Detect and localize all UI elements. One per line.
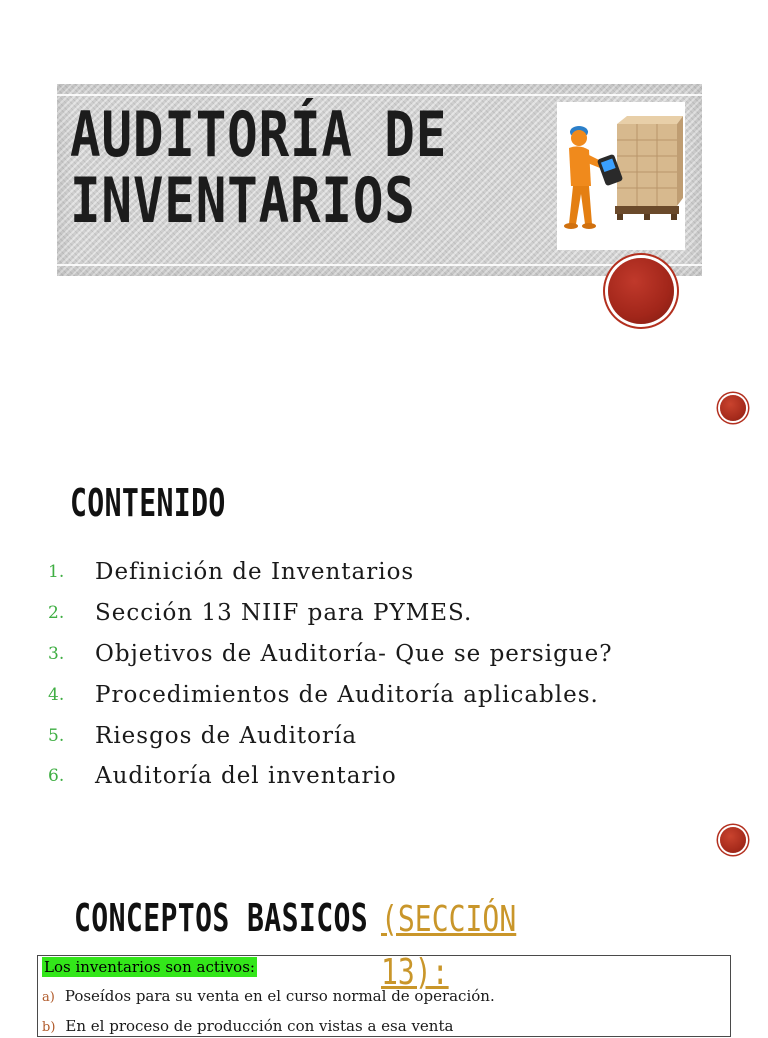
contents-item-text: Riesgos de Auditoría	[95, 722, 358, 749]
item-b-marker: b)	[42, 1020, 56, 1035]
contents-item-text: Objetivos de Auditoría- Que se persigue?	[95, 640, 613, 667]
contents-list-item	[48, 593, 728, 634]
contents-item-text: Definición de Inventarios	[95, 559, 415, 586]
boxes-pallet	[615, 116, 683, 220]
worker-figure	[564, 126, 607, 229]
definition-item-b	[42, 1016, 453, 1038]
main-title-line-2: INVENTARIOS	[70, 164, 416, 237]
seccion-13-link[interactable]: (SECCIÓN 13):	[381, 899, 517, 993]
contents-list-item	[48, 674, 728, 715]
contenido-heading: CONTENIDO	[70, 481, 226, 525]
item-a-text: Poseídos para su venta en el curso normal de operación.	[64, 987, 495, 1005]
item-b-text: En el proceso de producción con vistas a esa venta	[65, 1017, 454, 1035]
contents-item-number: 2.	[48, 603, 65, 624]
contents-list	[48, 552, 728, 797]
contents-item-number: 1.	[48, 562, 65, 583]
item-a-marker: a)	[42, 990, 55, 1005]
contents-item-number: 6.	[48, 766, 65, 787]
definition-item-a	[42, 986, 495, 1008]
contents-list-item	[48, 552, 728, 593]
worker-with-scanner-illustration	[557, 102, 685, 250]
warehouse-worker-image	[557, 102, 685, 250]
slide-1-accent-circle	[608, 258, 674, 324]
contents-item-number: 5.	[48, 725, 65, 746]
contents-item-text: Sección 13 NIIF para PYMES.	[95, 600, 473, 627]
slide-3-accent-circle	[720, 827, 746, 853]
contents-list-item	[48, 756, 728, 797]
contents-item-number: 3.	[48, 643, 65, 664]
contents-item-text: Auditoría del inventario	[95, 763, 397, 790]
inventarios-definition-label: Los inventarios son activos:	[44, 958, 255, 976]
main-title	[70, 98, 455, 237]
contents-item-number: 4.	[48, 684, 65, 705]
slide-2-accent-circle	[720, 395, 746, 421]
contents-item-text: Procedimientos de Auditoría aplicables.	[95, 681, 599, 708]
contents-list-item	[48, 715, 728, 756]
main-title-line-1: AUDITORÍA DE	[70, 98, 448, 171]
conceptos-basicos-heading: CONCEPTOS BASICOS	[74, 896, 369, 940]
contents-list-item	[48, 634, 728, 675]
